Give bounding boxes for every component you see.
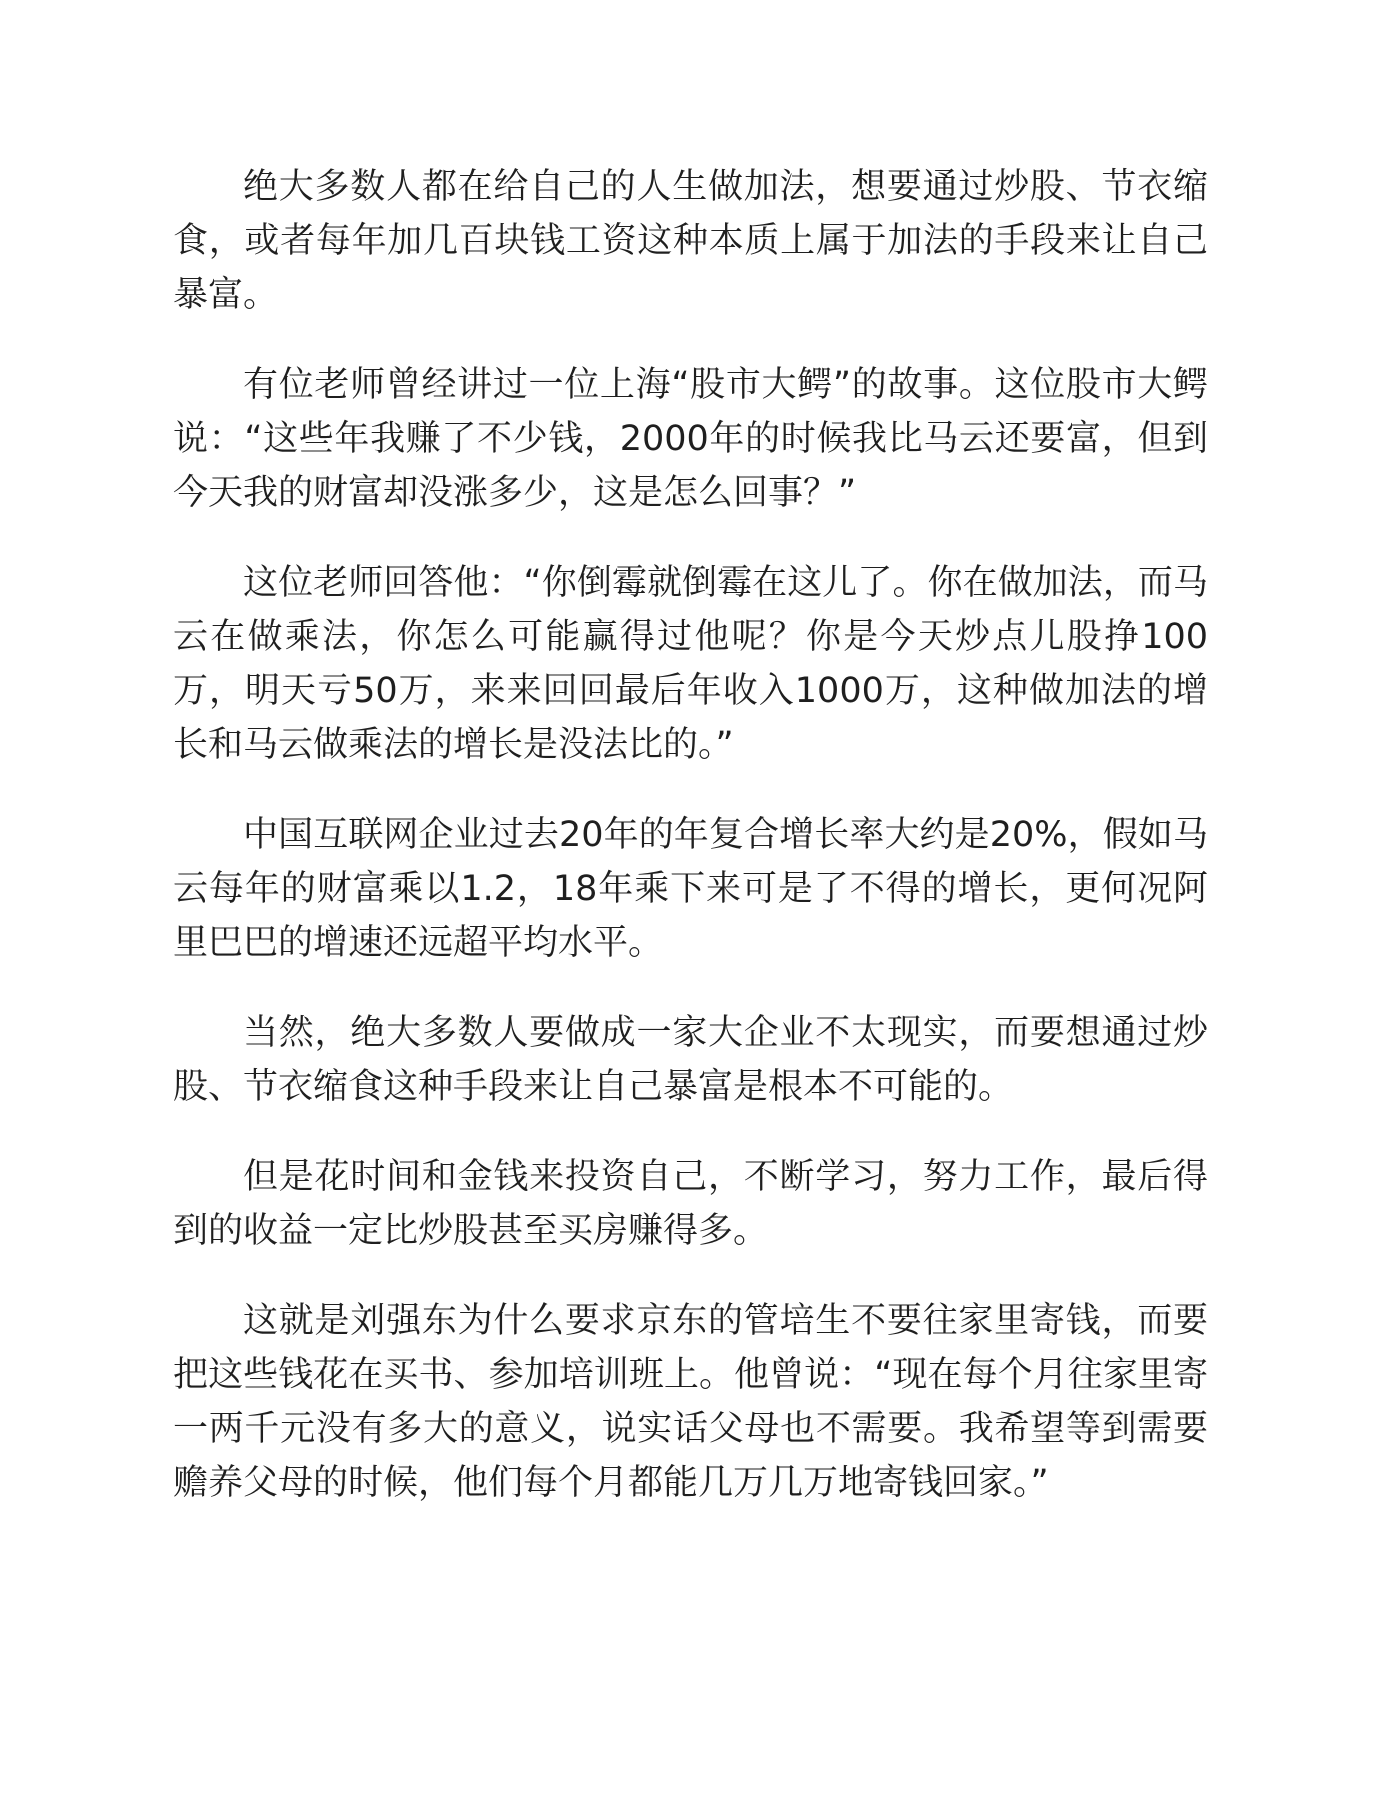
document-body	[173, 160, 1208, 1546]
paragraph-5: 当然，绝大多数人要做成一家大企业不太现实，而要想通过炒股、节衣缩食这种手段来让自己暴富是根本不可能的。	[173, 1013, 1208, 1107]
paragraph-1: 绝大多数人都在给自己的人生做加法，想要通过炒股、节衣缩食，或者每年加几百块钱工资这种本质上属于加法的手段来让自己暴富。	[173, 167, 1208, 315]
paragraph-2: 有位老师曾经讲过一位上海“股市大鳄”的故事。这位股市大鳄说：“这些年我赚了不少钱，2000年的时候我比马云还要富，但到今天我的财富却没涨多少，这是怎么回事？”	[173, 365, 1208, 513]
paragraph-6: 但是花时间和金钱来投资自己，不断学习，努力工作，最后得到的收益一定比炒股甚至买房赚得多。	[173, 1157, 1208, 1251]
paragraph-7: 这就是刘强东为什么要求京东的管培生不要往家里寄钱，而要把这些钱花在买书、参加培训班上。他曾说：“现在每个月往家里寄一两千元没有多大的意义，说实话父母也不需要。我希望等到需要赡养父母的时候，他们每个月都能几万几万地寄钱回家。”	[173, 1301, 1208, 1503]
paragraph-4: 中国互联网企业过去20年的年复合增长率大约是20%，假如马云每年的财富乘以1.2，18年乘下来可是了不得的增长，更何况阿里巴巴的增速还远超平均水平。	[173, 815, 1208, 963]
paragraph-3: 这位老师回答他：“你倒霉就倒霉在这儿了。你在做加法，而马云在做乘法，你怎么可能赢得过他呢？你是今天炒点儿股挣100万，明天亏50万，来来回回最后年收入1000万，这种做加法的增长和马云做乘法的增长是没法比的。”	[173, 563, 1208, 765]
